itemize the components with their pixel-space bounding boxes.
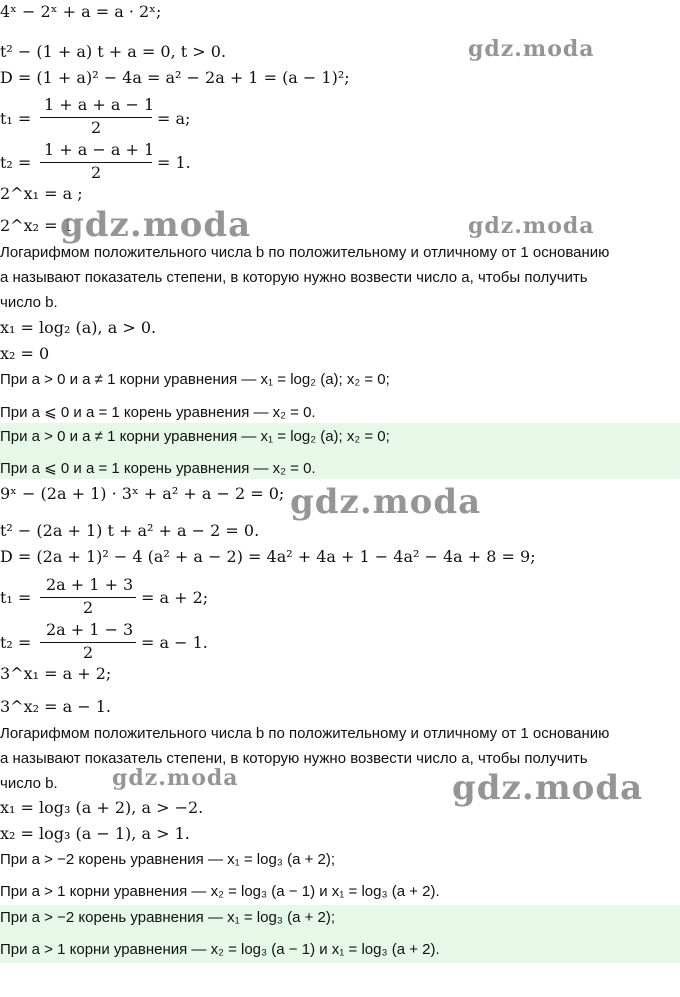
equation-line: 2^x₁ = a ; [0, 184, 83, 203]
watermark: gdz.moda [468, 213, 595, 239]
fraction-denominator: 2 [83, 598, 94, 617]
equation-line: x₂ = log₃ (a − 1), a > 1. [0, 824, 190, 843]
equation-line: 4ˣ − 2ˣ + a = a · 2ˣ; [0, 2, 162, 21]
equation-t1-rhs: = a + 2; [141, 588, 209, 607]
equation-t1-rhs: = a; [157, 109, 191, 128]
equation-t2-rhs: = 1. [157, 153, 191, 172]
definition-text: Логарифмом положительного числа b по положительному и отличному от 1 основанию [0, 725, 610, 742]
equation-line: x₂ = 0 [0, 344, 50, 363]
highlighted-answer: При a > 1 корни уравнения — x₂ = log₃ (a − 1) и x₁ = log₃ (a + 2). [0, 941, 440, 958]
conclusion-line: При a ⩽ 0 и a = 1 корень уравнения — x₂ = 0. [0, 404, 316, 421]
equation-t2-lhs: t₂ = [0, 633, 32, 652]
equation-t1-lhs: t₁ = [0, 588, 32, 607]
highlighted-answer: При a ⩽ 0 и a = 1 корень уравнения — x₂ = 0. [0, 460, 316, 477]
equation-line: 2^x₂ = 1 [0, 216, 73, 235]
definition-text: a называют показатель степени, в которую нужно возвести число a, чтобы получить [0, 750, 588, 767]
watermark: gdz.moda [112, 765, 239, 791]
equation-line: t² − (2a + 1) t + a² + a − 2 = 0. [0, 521, 260, 540]
fraction-numerator: 2a + 1 − 3 [46, 620, 134, 639]
highlighted-answer: При a > −2 корень уравнения — x₁ = log₃ (a + 2); [0, 909, 336, 926]
fraction-numerator: 2a + 1 + 3 [46, 575, 134, 594]
watermark: gdz.moda [60, 205, 252, 245]
definition-text: число b. [0, 775, 58, 792]
highlighted-answer: При a > 0 и a ≠ 1 корни уравнения — x₁ = log₂ (a); x₂ = 0; [0, 428, 390, 445]
fraction-numerator: 1 + a − a + 1 [44, 140, 155, 159]
definition-text: a называют показатель степени, в которую нужно возвести число a, чтобы получить [0, 269, 588, 286]
equation-line: D = (2a + 1)² − 4 (a² + a − 2) = 4a² + 4a + 1 − 4a² − 4a + 8 = 9; [0, 547, 536, 566]
fraction-numerator: 1 + a + a − 1 [44, 95, 155, 114]
definition-text: Логарифмом положительного числа b по положительному и отличному от 1 основанию [0, 244, 610, 261]
equation-line: x₁ = log₂ (a), a > 0. [0, 318, 157, 337]
conclusion-line: При a > 1 корни уравнения — x₂ = log₃ (a − 1) и x₁ = log₃ (a + 2). [0, 883, 440, 900]
conclusion-line: При a > −2 корень уравнения — x₁ = log₃ (a + 2); [0, 851, 336, 868]
equation-line: 3^x₂ = a − 1. [0, 697, 111, 716]
equation-line: 9ˣ − (2a + 1) · 3ˣ + a² + a − 2 = 0; [0, 484, 285, 503]
watermark: gdz.moda [452, 768, 644, 808]
fraction-denominator: 2 [91, 163, 102, 182]
watermark: gdz.moda [290, 482, 482, 522]
equation-line: x₁ = log₃ (a + 2), a > −2. [0, 798, 204, 817]
watermark: gdz.moda [468, 36, 595, 62]
equation-t1-lhs: t₁ = [0, 109, 32, 128]
definition-text: число b. [0, 294, 58, 311]
equation-t2-lhs: t₂ = [0, 153, 32, 172]
fraction-denominator: 2 [91, 118, 102, 137]
fraction-denominator: 2 [83, 643, 94, 662]
conclusion-line: При a > 0 и a ≠ 1 корни уравнения — x₁ = log₂ (a); x₂ = 0; [0, 371, 390, 388]
equation-line: 3^x₁ = a + 2; [0, 664, 112, 683]
equation-line: t² − (1 + a) t + a = 0, t > 0. [0, 42, 227, 61]
equation-t2-rhs: = a − 1. [141, 633, 208, 652]
equation-line: D = (1 + a)² − 4a = a² − 2a + 1 = (a − 1)²; [0, 68, 350, 87]
